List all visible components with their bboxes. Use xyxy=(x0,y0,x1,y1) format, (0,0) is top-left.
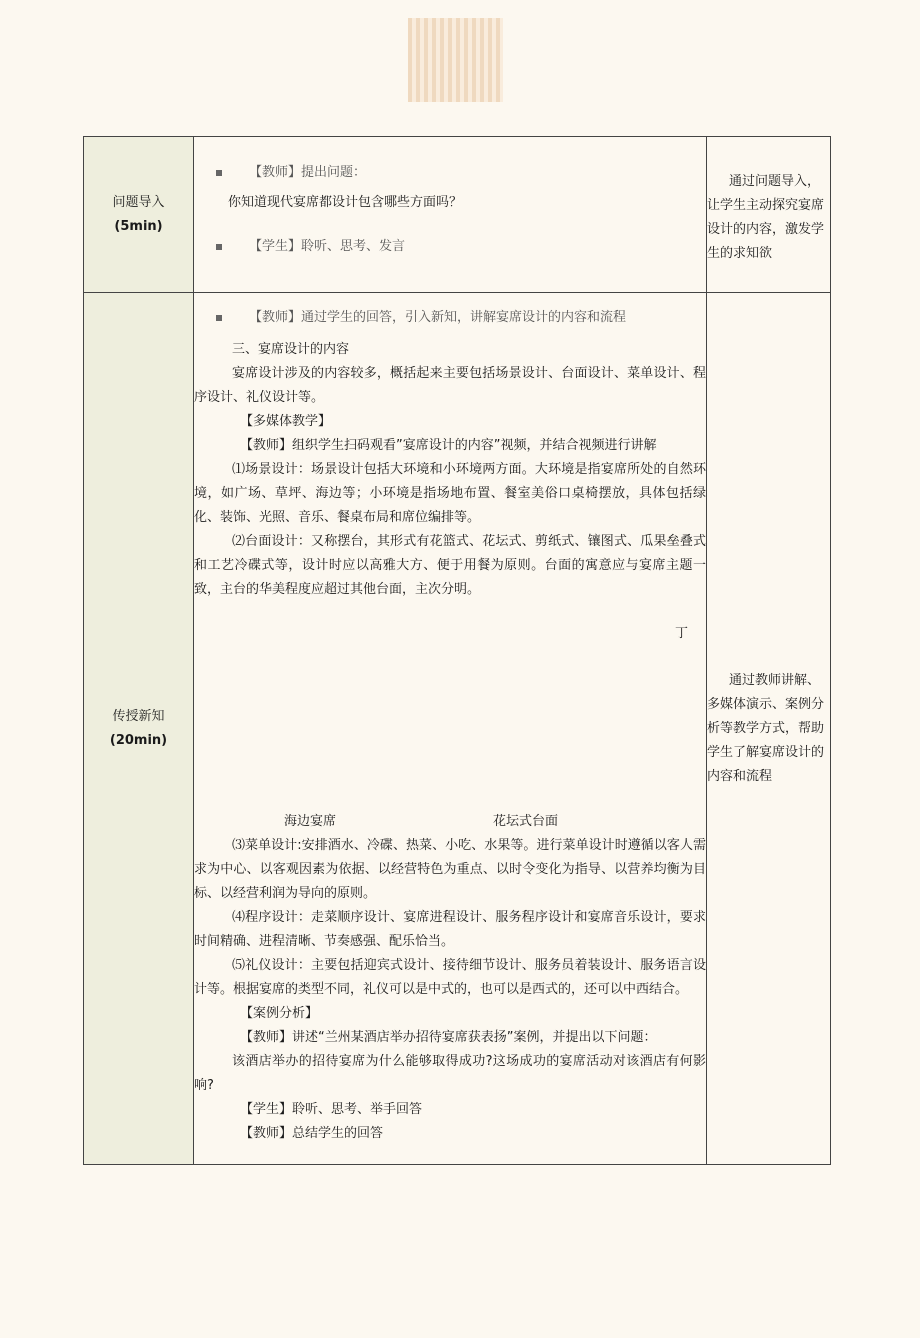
teacher-video-text: 【教师】组织学生扫码观看”宴席设计的内容”视频，并结合视频进行讲解 xyxy=(240,438,657,453)
caption-seaside-banquet: 海边宴席 xyxy=(284,814,337,829)
purpose-cell xyxy=(707,137,831,293)
intro-paragraph: 宴席设计涉及的内容较多，概括起来主要包括场景设计、台面设计、菜单设计、程序设计、礼仪设计等。 xyxy=(194,366,706,405)
content-cell xyxy=(194,137,707,293)
phase-name: 传授新知 xyxy=(112,708,165,724)
phase-name: 问题导入 xyxy=(112,194,165,210)
etiquette-design-paragraph: ⑸礼仪设计：主要包括迎宾式设计、接待细节设计、服务员着装设计、服务语言设计等。根据宴席的类型不同，礼仪可以是中式的，也可以是西式的，还可以中西结合。 xyxy=(194,958,706,997)
student-response-text: 【学生】聆听、思考、举手回答 xyxy=(240,1102,423,1117)
list-item: 【教师】通过学生的回答，引入新知，讲解宴席设计的内容和流程 xyxy=(194,306,706,330)
multimedia-label: 【多媒体教学】 xyxy=(240,414,332,429)
phase-time: (5min) xyxy=(114,218,163,234)
question-text: 你知道现代宴席都设计包含哪些方面吗？ xyxy=(228,195,463,210)
caption-flower-bed-table: 花坛式台面 xyxy=(493,814,559,829)
phase-time: (20min) xyxy=(109,732,168,748)
content-cell xyxy=(194,293,707,1165)
purpose-cell xyxy=(707,293,831,1165)
bullet-square-icon xyxy=(216,244,222,250)
table-row xyxy=(84,137,831,293)
image-captions xyxy=(194,810,706,834)
case-question-text: 该酒店举办的招待宴席为什么能够取得成功?这场成功的宴席活动对该酒店有何影响? xyxy=(194,1054,706,1093)
phase-cell xyxy=(84,137,194,293)
bullet-square-icon xyxy=(216,315,222,321)
image-placeholder-area xyxy=(194,646,706,810)
scene-design-paragraph: ⑴场景设计：场景设计包括大环境和小环境两方面。大环境是指宴席所处的自然环境，如广场、草坪、海边等；小环境是指场地布置、餐室美俗口桌椅摆放，具体包括绿化、装饰、光照、音乐、餐桌布局和席位编排等。 xyxy=(194,462,706,525)
logo-image xyxy=(408,18,503,102)
purpose-text: 通过问题导入，让学生主动探究宴席设计的内容，激发学生的求知欲 xyxy=(707,174,825,261)
bullet-square-icon xyxy=(216,170,222,176)
section-heading: 三、宴席设计的内容 xyxy=(232,342,350,357)
table-design-paragraph: ⑵台面设计：又称摆台，其形式有花篮式、花坛式、剪纸式、镶图式、瓜果垒叠式和工艺冷碟式等，设计时应以高雅大方、便于用餐为原则。台面的寓意应与宴席主题一致，主台的华美程度应超过其他台面，主次分明。 xyxy=(194,534,706,597)
case-analysis-label: 【案例分析】 xyxy=(240,1006,319,1021)
case-teacher-text: 【教师】讲述“兰州某酒店举办招待宴席获表扬”案例，并提出以下问题： xyxy=(240,1030,657,1045)
phase-cell xyxy=(84,293,194,1165)
purpose-text: 通过教师讲解、多媒体演示、案例分析等教学方式，帮助学生了解宴席设计的内容和流程 xyxy=(707,672,825,784)
menu-design-paragraph: ⑶菜单设计:安排酒水、冷碟、热菜、小吃、水果等。进行菜单设计时遵循以客人需求为中心、以客观因素为依据、以经营特色为重点、以时令变化为指导、以营养均衡为目标、以经营利润为导向的原则。 xyxy=(194,838,706,901)
lesson-plan-table xyxy=(83,136,831,1165)
table-row xyxy=(84,293,831,1165)
list-item: 【学生】聆听、思考、发言 xyxy=(194,235,706,259)
procedure-design-paragraph: ⑷程序设计：走菜顺序设计、宴席进程设计、服务程序设计和宴席音乐设计，要求时间精确、进程清晰、节奏感强、配乐恰当。 xyxy=(194,910,706,949)
teacher-summary-text: 【教师】总结学生的回答 xyxy=(240,1126,384,1141)
stray-character: 丁 xyxy=(674,626,688,641)
list-item: 【教师】提出问题： xyxy=(194,161,706,185)
